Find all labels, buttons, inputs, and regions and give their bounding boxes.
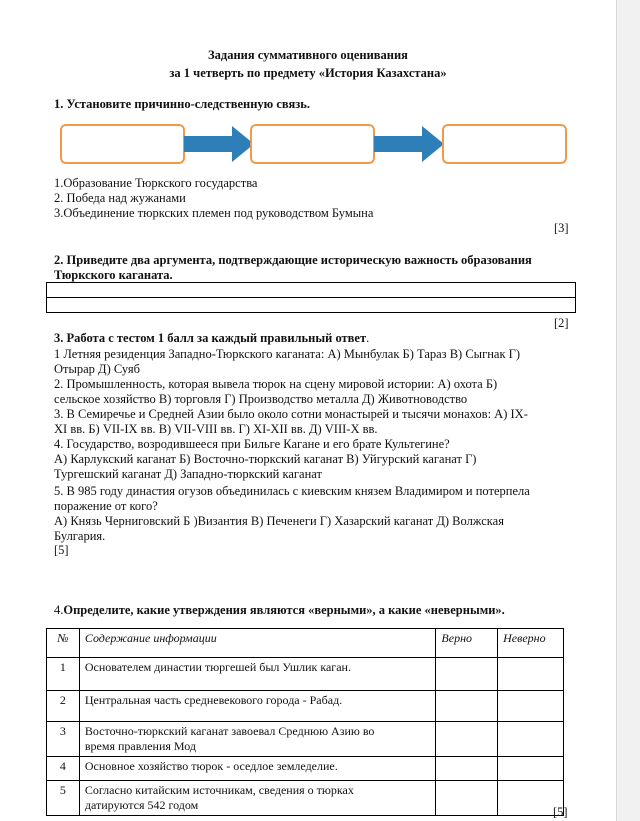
q3-line: Тургешский каганат Д) Западно-тюркский каганат (54, 467, 322, 481)
row-number: 2 (47, 691, 80, 722)
row-statement: Согласно китайским источникам, сведения о тюрках датируются 542 годом (79, 781, 436, 816)
q2-score: [2] (554, 316, 569, 330)
q3-line: А) Карлукский каганат Б) Восточно-тюркский каганат В) Уйгурский каганат Г) (54, 452, 477, 466)
row-statement: Основное хозяйство тюрок - оседлое земледелие. (79, 757, 436, 781)
q1-item: 3.Объединение тюркских племен под руководством Бумына (54, 206, 374, 220)
q3-line: 5. В 985 году династия огузов объединилась с киевским князем Владимиром и потерпела (54, 484, 530, 498)
q3-line: 3. В Семиречье и Средней Азии было около сотни монастырей и тысячи монахов: А) IX- (54, 407, 528, 421)
q1-item: 2. Победа над жужанами (54, 191, 186, 205)
q2-heading-cont: Тюркского каганата. (54, 268, 173, 282)
q3-line: А) Князь Черниговский Б )Византия В) Печенеги Г) Хазарский каганат Д) Волжская (54, 514, 504, 528)
col-header-number: № (47, 629, 80, 658)
q3-line: 4. Государство, возродившееся при Бильге Кагане и его брате Культегине? (54, 437, 450, 451)
col-header-false: Неверно (498, 629, 564, 658)
table-header-row (47, 629, 564, 658)
row-statement: Основателем династии тюргешей был Ушлик каган. (79, 658, 436, 691)
q3-line: 1 Летняя резиденция Западно-Тюркского каганата: А) Мынбулак Б) Тараз В) Сыгнак Г) (54, 347, 521, 361)
page-edge (616, 0, 640, 821)
arrow-right-icon (374, 124, 444, 164)
false-cell[interactable] (498, 722, 564, 757)
q1-item: 1.Образование Тюркского государства (54, 176, 258, 190)
cause-box-1[interactable] (60, 124, 185, 164)
table-row (47, 757, 564, 781)
true-false-table (46, 628, 564, 816)
q3-line: поражение от кого? (54, 499, 158, 513)
true-cell[interactable] (436, 781, 498, 816)
q3-line: 2. Промышленность, которая вывела тюрок на сцену мировой истории: А) охота Б) (54, 377, 498, 391)
document-subtitle: за 1 четверть по предмету «История Казахстана» (169, 66, 447, 80)
q3-line: Булгария. (54, 529, 106, 543)
answer-field-1[interactable] (46, 282, 576, 298)
q3-line: Отырар Д) Суяб (54, 362, 140, 376)
row-number: 4 (47, 757, 80, 781)
col-header-content: Содержание информации (79, 629, 436, 658)
row-statement: Центральная часть средневекового города - Рабад. (79, 691, 436, 722)
table-row (47, 781, 564, 816)
q1-heading: 1. Установите причинно-следственную связь. (54, 97, 310, 111)
arrow-right-icon (184, 124, 254, 164)
answer-field-2[interactable] (46, 297, 576, 313)
row-number: 3 (47, 722, 80, 757)
q3-line: XI вв. Б) VII-IX вв. В) VII-VIII вв. Г) XI-XII вв. Д) VIII-X вв. (54, 422, 378, 436)
false-cell[interactable] (498, 757, 564, 781)
true-cell[interactable] (436, 691, 498, 722)
table-row (47, 691, 564, 722)
q4-heading: 4.Определите, какие утверждения являются «верными», а какие «неверными». (54, 603, 505, 617)
true-cell[interactable] (436, 658, 498, 691)
q3-heading: 3. Работа с тестом 1 балл за каждый правильный ответ. (54, 331, 370, 345)
cause-box-3[interactable] (442, 124, 567, 164)
row-number: 1 (47, 658, 80, 691)
q2-heading: 2. Приведите два аргумента, подтверждающие историческую важность образования (54, 253, 532, 267)
false-cell[interactable] (498, 658, 564, 691)
true-cell[interactable] (436, 722, 498, 757)
col-header-true: Верно (436, 629, 498, 658)
q4-score: [5] (553, 805, 568, 819)
q3-score: [5] (54, 543, 69, 557)
q1-score: [3] (554, 221, 569, 235)
q3-line: сельское хозяйство В) торговля Г) Производство металла Д) Животноводство (54, 392, 468, 406)
true-cell[interactable] (436, 757, 498, 781)
row-statement: Восточно-тюркский каганат завоевал Среднюю Азию во время правления Мод (79, 722, 436, 757)
cause-box-2[interactable] (250, 124, 375, 164)
table-row (47, 658, 564, 691)
table-row (47, 722, 564, 757)
row-number: 5 (47, 781, 80, 816)
false-cell[interactable] (498, 691, 564, 722)
document-title: Задания суммативного оценивания (208, 48, 408, 62)
